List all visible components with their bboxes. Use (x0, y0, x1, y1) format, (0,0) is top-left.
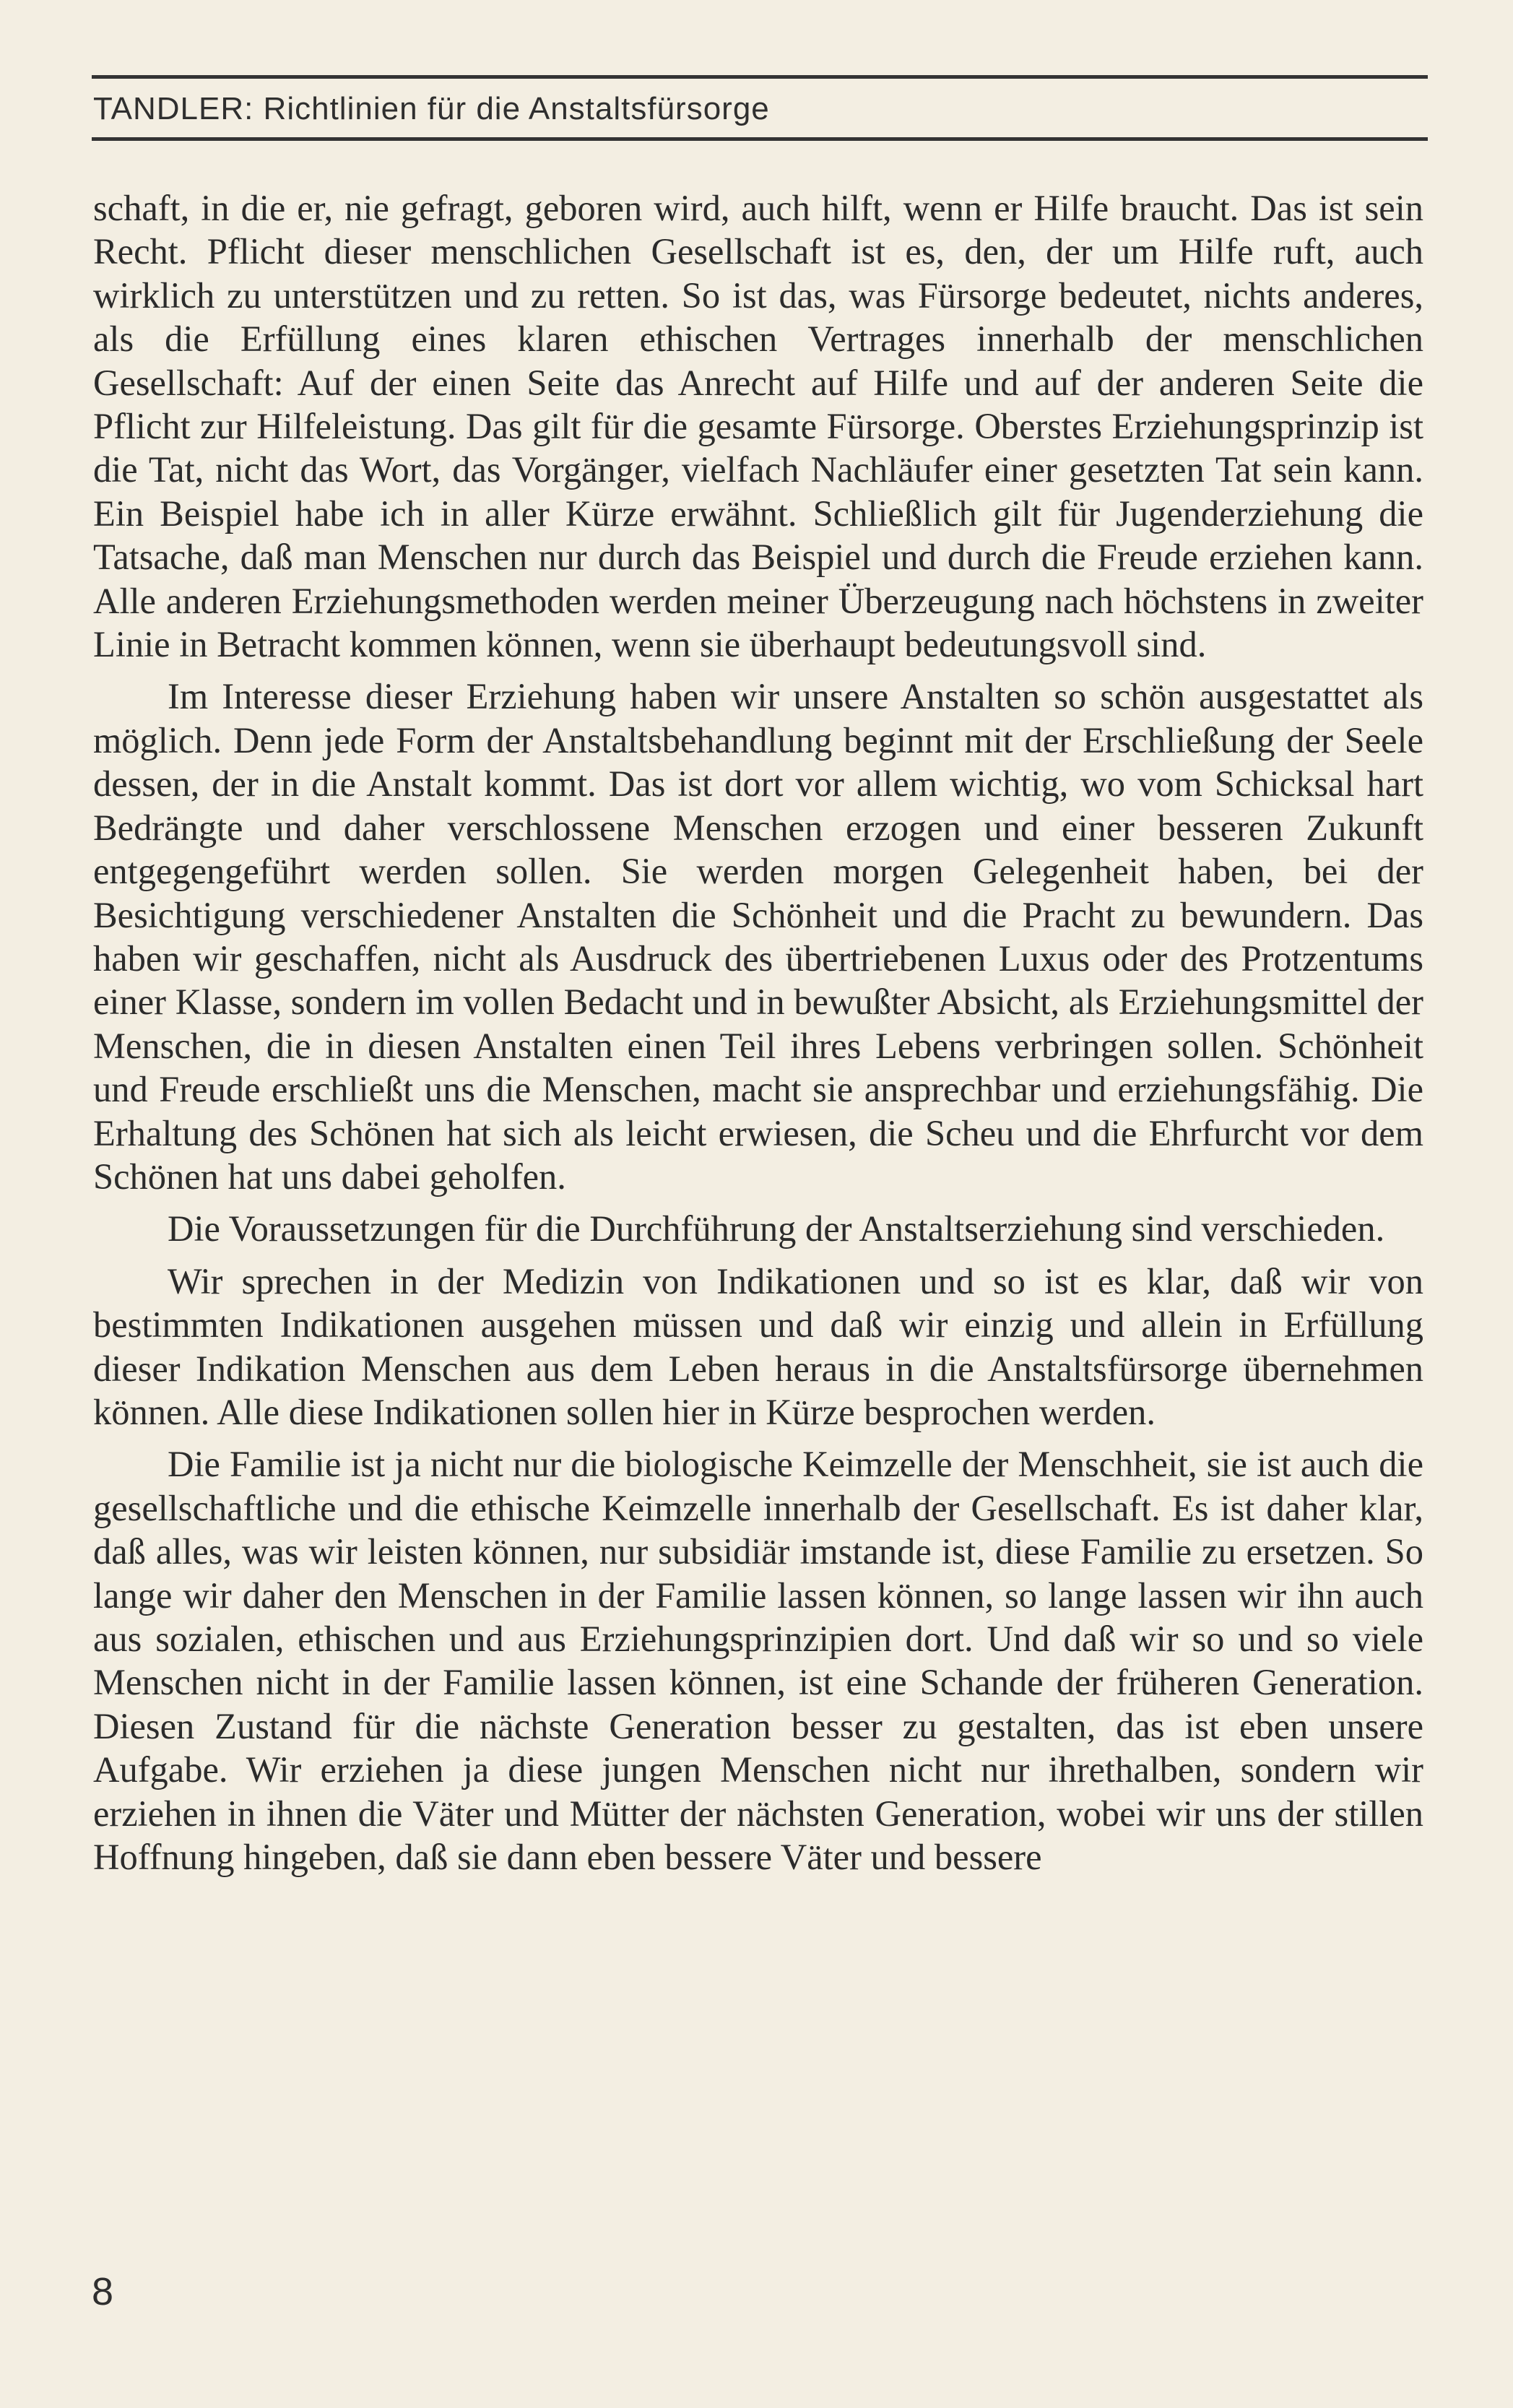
paragraph: Im Interesse dieser Erziehung haben wir unsere Anstalten so schön ausgestattet als möglich. Denn jede Form der Anstaltsbehandlung beginnt mit der Erschließung der Seele dessen, der in die Anstalt kommt. Das ist dort vor allem wichtig, wo vom Schicksal hart Bedrängte und daher verschlossene Menschen erzogen und einer besseren Zukunft entgegengeführt werden sollen. Sie werden morgen Gelegenheit haben, bei der Besichtigung verschiedener Anstalten die Schönheit und die Pracht zu bewundern. Das haben wir geschaffen, nicht als Ausdruck des übertriebenen Luxus oder des Protzentums einer Klasse, sondern im vollen Bedacht und in bewußter Absicht, als Erziehungsmittel der Menschen, die in diesen Anstalten einen Teil ihres Lebens verbringen sollen. Schönheit und Freude erschließt uns die Menschen, macht sie ansprechbar und erziehungsfähig. Die Erhaltung des Schönen hat sich als leicht erwiesen, die Scheu und die Ehrfurcht vor dem Schönen hat uns dabei geholfen. (93, 676, 1423, 1197)
body-text (93, 186, 1423, 1879)
paragraph-continuation: schaft, in die er, nie gefragt, geboren wird, auch hilft, wenn er Hilfe braucht. Das ist sein Recht. Pflicht dieser menschlichen Gesellschaft ist es, den, der um Hilfe ruft, auch wirklich zu unterstützen und zu retten. So ist das, was Fürsorge bedeutet, nichts anderes, als die Erfüllung eines klaren ethischen Vertrages innerhalb der menschlichen Gesellschaft: Auf der einen Seite das Anrecht auf Hilfe und auf der anderen Seite die Pflicht zur Hilfeleistung. Das gilt für die gesamte Fürsorge. Oberstes Erziehungsprinzip ist die Tat, nicht das Wort, das Vorgänger, vielfach Nachläufer einer gesetzten Tat sein kann. Ein Beispiel habe ich in aller Kürze erwähnt. Schließlich gilt für Jugenderziehung die Tatsache, daß man Menschen nur durch das Beispiel und durch die Freude erziehen kann. Alle anderen Erziehungsmethoden werden meiner Überzeugung nach höchstens in zweiter Linie in Betracht kommen können, wenn sie überhaupt bedeutungsvoll sind. (93, 188, 1423, 665)
header-rule-top (92, 75, 1428, 79)
paragraph: Wir sprechen in der Medizin von Indikationen und so ist es klar, daß wir von bestimmten Indikationen ausgehen müssen und daß wir einzig und allein in Erfüllung dieser Indikation Menschen aus dem Leben heraus in die Anstaltsfürsorge übernehmen können. Alle diese Indikationen sollen hier in Kürze besprochen werden. (93, 1260, 1423, 1432)
paragraph: Die Familie ist ja nicht nur die biologische Keimzelle der Menschheit, sie ist auch die gesellschaftliche und die ethische Keimzelle innerhalb der Gesellschaft. Es ist daher klar, daß alles, was wir leisten können, nur subsidiär imstande ist, diese Familie zu ersetzen. So lange wir daher den Menschen in der Familie lassen können, so lange lassen wir ihn auch aus sozialen, ethischen und aus Erziehungsprinzipien dort. Und daß wir so und so viele Menschen nicht in der Familie lassen können, ist eine Schande der früheren Generation. Diesen Zustand für die nächste Generation besser zu gestalten, das ist eben unsere Aufgabe. Wir erziehen ja diese jungen Menschen nicht nur ihrethalben, sondern wir erziehen in ihnen die Väter und Mütter der nächsten Generation, wobei wir uns der stillen Hoffnung hingeben, daß sie dann eben bessere Väter und bessere (93, 1444, 1423, 1878)
header-rule-bottom (92, 137, 1428, 141)
page-number: 8 (92, 2270, 114, 2313)
running-head: TANDLER: Richtlinien für die Anstaltsfürsorge (93, 91, 770, 126)
paragraph: Die Voraussetzungen für die Durchführung der Anstaltserziehung sind verschieden. (168, 1208, 1385, 1250)
